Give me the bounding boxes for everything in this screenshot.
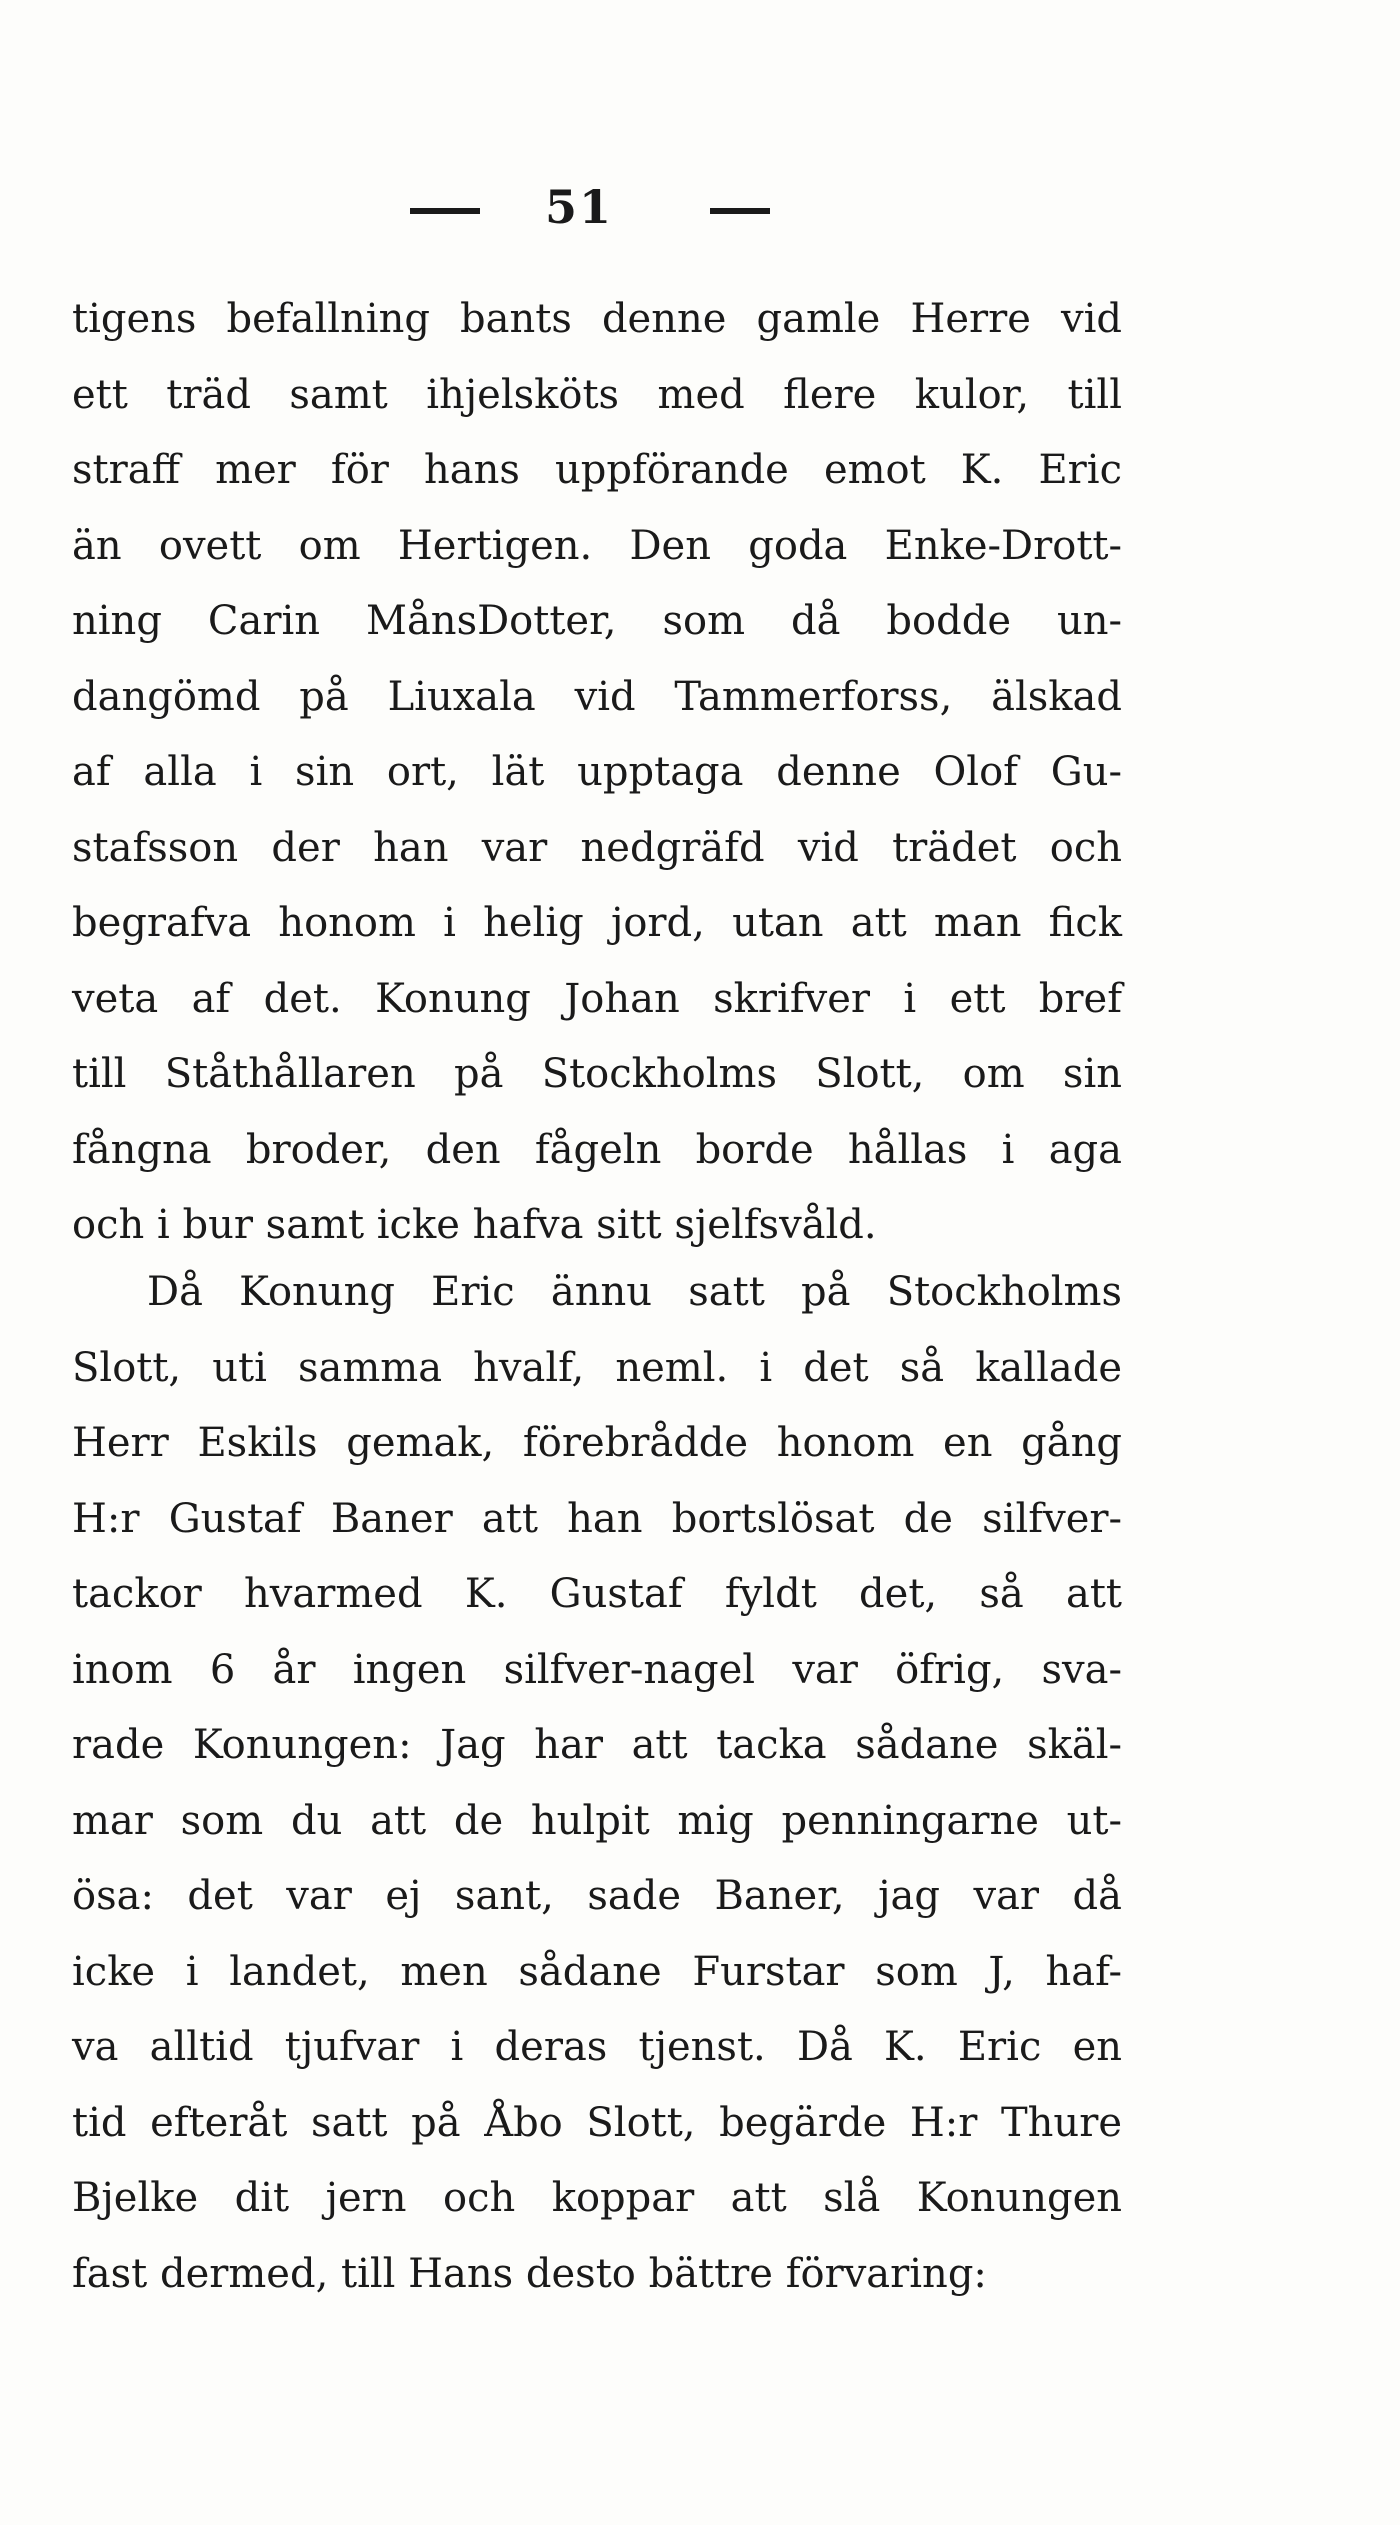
text-line: ning Carin MånsDotter, som då bodde un-	[72, 598, 1122, 644]
header-dash-left	[410, 208, 480, 214]
text-line: begrafva honom i helig jord, utan att man fick	[72, 900, 1122, 946]
text-line: af alla i sin ort, lät upptaga denne Olof Gu-	[72, 749, 1122, 795]
text-line: stafsson der han var nedgräfd vid trädet och	[72, 824, 1122, 871]
text-line: tackor hvarmed K. Gustaf fyldt det, så att	[72, 1571, 1122, 1617]
text-line: Slott, uti samma hvalf, neml. i det så kallade	[72, 1344, 1122, 1391]
text-line: va alltid tjufvar i deras tjenst. Då K. Eric en	[72, 2024, 1122, 2070]
text-line: än ovett om Hertigen. Den goda Enke-Drott-	[72, 522, 1122, 569]
text-line: dangömd på Liuxala vid Tammerforss, älskad	[72, 673, 1122, 720]
page-header	[0, 180, 1400, 240]
text-line: veta af det. Konung Johan skrifver i ett bref	[72, 975, 1122, 1022]
text-line: tid efteråt satt på Åbo Slott, begärde H:r Thure	[72, 2099, 1122, 2146]
paragraph-1	[72, 282, 1122, 1264]
text-line: ett träd samt ihjelsköts med flere kulor, till	[72, 371, 1122, 418]
paragraph-2	[72, 1255, 1122, 2312]
text-line: mar som du att de hulpit mig penningarne ut-	[72, 1797, 1122, 1844]
text-line: Herr Eskils gemak, förebrådde honom en gång	[72, 1420, 1122, 1466]
text-line: H:r Gustaf Baner att han bortslösat de silfver-	[72, 1495, 1122, 1542]
text-line: till Ståthållaren på Stockholms Slott, om sin	[72, 1051, 1122, 1097]
text-line: straff mer för hans uppförande emot K. Eric	[72, 447, 1122, 493]
text-line: rade Konungen: Jag har att tacka sådane skäl-	[72, 1722, 1122, 1768]
text-line: och i bur samt icke hafva sitt sjelfsvåld.	[72, 1202, 877, 1248]
text-line: fångna broder, den fågeln borde hållas i aga	[72, 1126, 1122, 1173]
text-line: icke i landet, men sådane Furstar som J, haf-	[72, 1948, 1122, 1995]
text-line: Då Konung Eric ännu satt på Stockholms	[147, 1269, 1122, 1315]
text-line: tigens befallning bants denne gamle Herre vid	[72, 296, 1122, 342]
text-line: inom 6 år ingen silfver-nagel var öfrig, sva-	[72, 1646, 1122, 1693]
header-dash-right	[710, 208, 770, 214]
text-line: fast dermed, till Hans desto bättre förvaring:	[72, 2250, 987, 2297]
text-line: ösa: det var ej sant, sade Baner, jag var då	[72, 1873, 1122, 1919]
page-number: 51	[545, 180, 614, 234]
text-line: Bjelke dit jern och koppar att slå Konungen	[72, 2175, 1122, 2221]
